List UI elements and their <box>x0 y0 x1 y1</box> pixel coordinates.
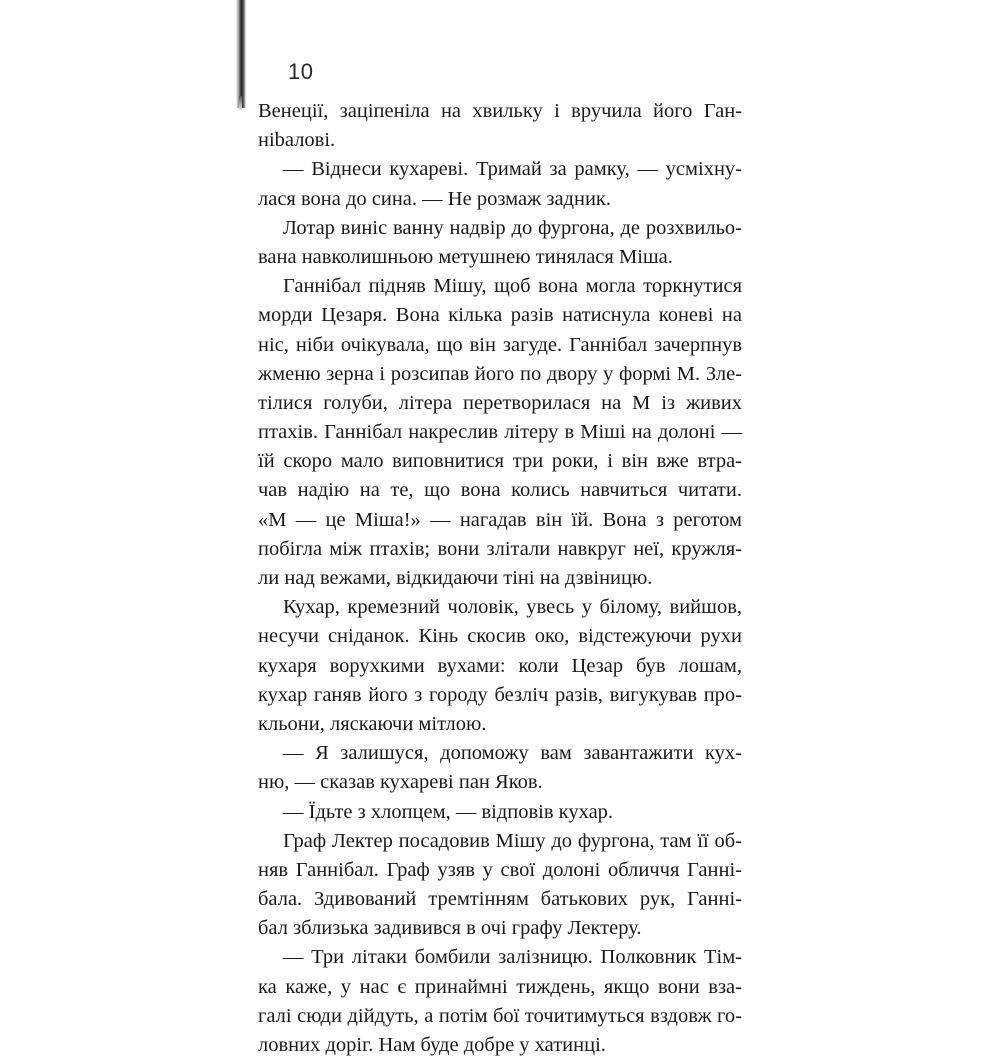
text-line: Венеції, заціпеніла на хвильку і вручила його Ган- <box>258 100 742 122</box>
text-line: галі сюди дійдуть, а потім бої точитимуться вздовж го- <box>258 1004 742 1027</box>
text-line: тілися голуби, літера перетворилася на М із живих <box>258 391 742 414</box>
text-line: несучи сніданок. Кінь скосив око, відстежуючи рухи <box>258 625 742 648</box>
text-line: бал зблизька задивився в очі графу Лектеру. <box>258 917 642 940</box>
text-line: кльони, ляскаючи мітлою. <box>258 712 487 735</box>
text-line: морди Цезаря. Вона кілька разів натиснула коневі на <box>258 304 742 327</box>
text-line: птахів. Ганнібал накреслив літеру в Міші на долоні — <box>258 421 742 444</box>
page-binding-edge <box>236 0 246 108</box>
text-line: жменю зерна і розсипав його по двору у формі М. Зле- <box>258 362 742 385</box>
text-line: побігла між птахів; вони злітали навкруг неї, кружля- <box>258 537 742 560</box>
text-line: чав надію на те, що вона колись навчиться читати. <box>258 479 742 502</box>
text-line: — Їдьте з хлопцем, — відповів кухар. <box>283 800 614 823</box>
text-line: бала. Здивований тремтінням батькових рук, Ганні- <box>258 888 742 911</box>
text-line: ловних доріг. Нам буде добре у хатинці. <box>258 1034 606 1056</box>
body-text <box>258 97 742 1060</box>
text-line: Лотар виніс ванну надвір до фургона, де розхвильо- <box>283 216 742 239</box>
text-line: лася вона до сина. — Не розмаж задник. <box>258 187 611 210</box>
text-line: ка каже, у нас є принаймні тиждень, якщо вони вза- <box>258 975 742 998</box>
text-line: кухар ганяв його з городу безліч разів, вигукував про- <box>258 683 742 706</box>
text-line: «М — це Міша!» — нагадав він їй. Вона з реготом <box>258 508 742 531</box>
text-line: Кухар, кремезний чоловік, увесь у білому, вийшов, <box>283 596 742 619</box>
text-line: ніс, ніби очікувала, що він загуде. Ганнібал зачерпнув <box>258 333 742 356</box>
page-number: 10 <box>288 59 314 84</box>
text-line: няв Ганнібал. Граф узяв у свої долоні обличчя Ганні- <box>258 858 742 881</box>
text-line: — Три літаки бомбили залізницю. Полковник Тім- <box>283 946 742 969</box>
text-line: ніbалові. <box>258 129 336 152</box>
text-line: кухаря ворухкими вухами: коли Цезар був лошам, <box>258 654 742 677</box>
text-line: Граф Лектер посадовив Мішу до фургона, там її об- <box>283 829 742 852</box>
text-line: ли над вежами, відкидаючи тіні на дзвіницю. <box>258 567 653 589</box>
page-binding-edge-tail <box>239 96 242 110</box>
text-line: Ганнібал підняв Мішу, щоб вона могла торкнутися <box>283 275 742 298</box>
text-line: ню, — сказав кухареві пан Яков. <box>258 771 543 794</box>
text-line: вана навколишньою метушнею тинялася Міша. <box>258 245 673 268</box>
text-line: їй скоро мало виповнитися три роки, і він вже втра- <box>258 450 742 473</box>
text-line: — Я залишуся, допоможу вам завантажити кух- <box>283 742 742 765</box>
text-line: — Віднеси кухареві. Тримай за рамку, — усміхну- <box>283 158 742 181</box>
